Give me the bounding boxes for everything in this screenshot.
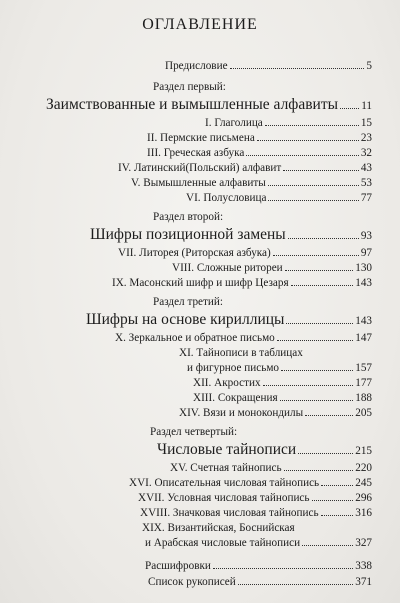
entry-page: 32 [360, 147, 372, 159]
toc-entry-decryptions[interactable] [145, 560, 372, 572]
part-title-row[interactable] [90, 226, 372, 244]
entry-label: IX. Масонский шифр и шифр Цезаря [112, 277, 289, 289]
part-heading: Раздел третий: [153, 296, 223, 308]
entry-label: XV. Счетная тайнопись [170, 462, 282, 474]
entry-page: 215 [355, 445, 372, 457]
entry-page: 371 [355, 576, 372, 588]
entry-label: VI. Полусловица [186, 192, 267, 204]
entry-page: 97 [360, 247, 372, 259]
entry-label: V. Вымышленные алфавиты [131, 177, 266, 189]
toc-entry[interactable] [118, 162, 372, 174]
entry-label: XVII. Условная числовая тайнопись [138, 492, 310, 504]
toc-entry[interactable] [205, 117, 372, 129]
entry-label: и Арабская числовые тайнописи [145, 537, 301, 549]
part-title: Заимствованные и вымышленные алфавиты [46, 96, 339, 113]
toc-entry-preface[interactable] [165, 60, 372, 72]
toc-entry-manuscripts[interactable] [148, 576, 372, 588]
leader-dots [238, 584, 353, 585]
entry-label: VIII. Сложные ритореи [172, 262, 283, 274]
leader-dots [321, 515, 354, 516]
toc-entry[interactable] [129, 477, 372, 489]
toc-entry-label-line1[interactable]: XI. Тайнописи в таблицах [179, 347, 303, 359]
entry-page: 23 [360, 132, 372, 144]
leader-dots [268, 185, 359, 186]
leader-dots [280, 400, 354, 401]
leader-dots [268, 200, 358, 201]
leader-dots [257, 140, 359, 141]
part-title: Шифры позиционной замены [90, 226, 286, 243]
leader-dots [286, 323, 353, 324]
entry-page: 245 [355, 477, 372, 489]
part-title-row[interactable] [46, 96, 372, 114]
entry-label: X. Зеркальное и обратное письмо [115, 332, 275, 344]
part-title: Шифры на основе кириллицы [86, 311, 285, 328]
entry-label: XVIII. Значковая числовая тайнопись [140, 507, 319, 519]
toc-entry[interactable] [145, 537, 372, 549]
entry-page: 327 [355, 537, 372, 549]
toc-entry[interactable] [193, 392, 372, 404]
leader-dots [281, 370, 353, 371]
leader-dots [291, 285, 354, 286]
leader-dots [283, 170, 359, 171]
entry-label: и фигурное письмо [187, 362, 279, 374]
entry-page: 177 [355, 377, 372, 389]
entry-label: I. Глаголица [205, 117, 263, 129]
page-title: ОГЛАВЛЕНИЕ [142, 16, 258, 33]
leader-dots [305, 415, 353, 416]
leader-dots [302, 545, 353, 546]
leader-dots [273, 255, 359, 256]
part-heading: Раздел первый: [153, 81, 226, 93]
entry-label: IV. Латинский(Польский) алфавит [118, 162, 282, 174]
leader-dots [288, 238, 359, 239]
part-heading: Раздел второй: [153, 211, 224, 223]
leader-dots [230, 68, 365, 69]
entry-page: 157 [355, 362, 372, 374]
leader-dots [285, 270, 354, 271]
part-heading: Раздел четвертый: [150, 426, 238, 438]
entry-label: III. Греческая азбука [147, 147, 245, 159]
entry-page: 147 [355, 332, 372, 344]
entry-page: 93 [360, 230, 372, 242]
toc-entry[interactable] [147, 132, 372, 144]
leader-dots [298, 453, 353, 454]
toc-entry-label-line1[interactable]: XIX. Византийская, Боснийская [142, 522, 295, 534]
leader-dots [246, 155, 359, 156]
entry-page: 143 [355, 315, 372, 327]
leader-dots [321, 485, 353, 486]
part-title: Числовые тайнописи [157, 441, 297, 458]
toc-entry[interactable] [170, 462, 372, 474]
entry-page: 188 [355, 392, 372, 404]
entry-page: 338 [355, 560, 372, 572]
entry-page: 130 [355, 262, 372, 274]
entry-page: 5 [366, 60, 372, 72]
toc-entry[interactable] [115, 332, 372, 344]
toc-entry[interactable] [179, 407, 372, 419]
entry-label: XII. Акростих [193, 377, 261, 389]
entry-label: XIV. Вязи и монокондилы [179, 407, 304, 419]
entry-page: 205 [355, 407, 372, 419]
toc-entry[interactable] [112, 277, 372, 289]
entry-page: 296 [355, 492, 372, 504]
entry-label: Список рукописей [148, 576, 236, 588]
leader-dots [284, 470, 354, 471]
entry-label: Предисловие [165, 60, 228, 72]
toc-entry[interactable] [187, 362, 372, 374]
part-title-row[interactable] [86, 311, 372, 329]
leader-dots [265, 125, 359, 126]
entry-page: 11 [361, 100, 372, 112]
toc-entry[interactable] [131, 177, 372, 189]
entry-page: 15 [360, 117, 372, 129]
toc-entry[interactable] [138, 492, 372, 504]
entry-label: VII. Литорея (Риторская азбука) [118, 247, 271, 259]
entry-page: 220 [355, 462, 372, 474]
toc-entry[interactable] [118, 247, 372, 259]
toc-entry[interactable] [140, 507, 372, 519]
toc-entry[interactable] [172, 262, 372, 274]
leader-dots [277, 340, 353, 341]
entry-label: Расшифровки [145, 560, 211, 572]
entry-page: 43 [360, 162, 372, 174]
entry-label: XVI. Описательная числовая тайнопись [129, 477, 320, 489]
entry-page: 143 [355, 277, 372, 289]
entry-page: 53 [360, 177, 372, 189]
leader-dots [213, 568, 353, 569]
entry-page: 316 [355, 507, 372, 519]
entry-label: XIII. Сокращения [193, 392, 278, 404]
leader-dots [263, 385, 354, 386]
toc-entry[interactable] [186, 192, 372, 204]
leader-dots [312, 500, 354, 501]
toc-entry[interactable] [147, 147, 372, 159]
entry-page: 77 [360, 192, 372, 204]
leader-dots [340, 108, 359, 109]
part-title-row[interactable] [157, 441, 372, 459]
toc-entry[interactable] [193, 377, 372, 389]
entry-label: II. Пермские письмена [147, 132, 255, 144]
